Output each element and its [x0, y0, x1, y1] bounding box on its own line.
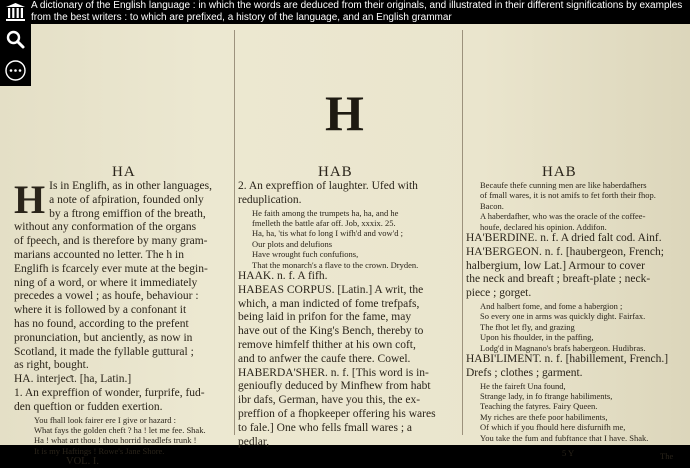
column-2-text-b [238, 270, 460, 449]
text-line: ning of a word, or where it immediately [14, 276, 198, 289]
column-3-quote-c [480, 381, 688, 443]
quote-line: A haberdafher, who was the oracle of the coffee- [480, 211, 646, 222]
quote-line: of fmall wares, it is not amifs to fet forth their fhop. [480, 190, 656, 201]
column-2 [238, 180, 460, 449]
column-3-quote [480, 180, 688, 232]
title-bar [0, 0, 690, 24]
quote-line: Of which if you fhould here disfurnifh me, [480, 422, 626, 433]
quote-line: Have wrought fuch confufions, [252, 249, 359, 260]
text-line: have out of the King's Bench, thereby to [238, 325, 424, 338]
text-line: reduplication. [238, 193, 302, 206]
text-line: to fale.] One who fells fmall wares ; a [238, 421, 413, 434]
text-line: which, a man indicted of fome trefpafs, [238, 297, 420, 310]
quote-line: Our plots and delufions [252, 238, 333, 249]
text-line: genioufly deduced by Minfhew from habt [238, 380, 431, 393]
column-1-text [14, 177, 232, 415]
library-logo-icon[interactable] [6, 3, 25, 21]
text-line: HABEAS CORPUS. [Latin.] A writ, the [238, 283, 424, 296]
side-toolbar [0, 24, 31, 86]
quote-line: fmelleth the battle afar off. Job, xxxix. 25. [252, 218, 396, 228]
text-line: being laid in prifon for the fame, may [238, 311, 412, 324]
quote-line: So every one in arms was quickly dight. Fairfax. [480, 311, 646, 322]
text-line: HA. interjeƈt. [ha, Latin.] [14, 373, 132, 386]
text-line: HA'BERGEON. n. f. [haubergeon, French; [466, 245, 664, 258]
column-2-quote [252, 208, 460, 270]
column-1 [14, 177, 232, 468]
quote-line: The fhot let fly, and grazing [480, 321, 575, 332]
scanned-page[interactable] [0, 24, 690, 468]
catchword: The [660, 451, 674, 461]
text-line: as right, bought. [14, 359, 89, 372]
column-2-text [238, 180, 460, 208]
quote-line: You take the fum and fubftance that I have. Shak. [480, 432, 649, 443]
text-line: where it is followed by a confonant it [14, 304, 187, 317]
quote-line: Bacon. [480, 200, 504, 211]
text-line: Scotland, it made the fyllable guttural ; [14, 345, 194, 358]
volume-footer: VOL. I. [66, 456, 99, 468]
quote-line: He the faireft Una found, [480, 380, 566, 391]
document-title: A dictionary of the English language : in which the words are deduced from their originals, and illustrated in their different significations by examples from the best writers : to which are prefixed, a history of the language, and an English grammar [31, 0, 683, 23]
drop-cap: H [14, 177, 46, 222]
text-line: and to anfwer the caufe there. Cowel. [238, 352, 411, 365]
text-line: marians accounted no letter. The h in [14, 248, 184, 261]
text-line: the neck and breaft ; breaft-plate ; neck- [466, 273, 651, 286]
text-line: remove himfelf thither at his own coft, [238, 339, 416, 352]
quote-line: houfe, declared his opinion. Addifon. [480, 221, 607, 232]
text-line: ibr dafs, German, have you this, the ex- [238, 394, 421, 407]
text-line: preffion of a fhopkeeper offering his wares [238, 408, 436, 420]
column-3-quote-b [480, 301, 688, 353]
text-line: by a ftrong emiffion of the breath, [49, 207, 206, 220]
text-line: without any conformation of the organs [14, 221, 197, 234]
quote-line: And halbert fome, and fome a habergion ; [480, 301, 623, 312]
quote-line: Lodg'd in Magnano's brafs habergeon. Hudibras. [480, 342, 646, 353]
quote-line: He faith among the trumpets ha, ha, and he [252, 207, 399, 218]
column-1-quote [34, 415, 232, 457]
quote-line: Strange lady, in fo ftrange habiliments, [480, 391, 613, 402]
quote-line: My riches are thefe poor habiliments, [480, 411, 608, 422]
text-line: pronunciation, but anciently, as now in [14, 331, 193, 344]
quote-line: Ha ! what art thou ! thou horrid headlefs trunk ! [34, 435, 197, 446]
text-line: Drefs ; clothes ; garment. [466, 366, 583, 379]
column-header: HAB [318, 164, 353, 180]
text-line: pedlar, [238, 435, 270, 448]
quote-line: Upon his fhoulder, in the paffing, [480, 332, 594, 343]
text-line: Englifh is fcarcely ever mute at the begin- [14, 262, 208, 275]
section-letter: H [325, 85, 364, 141]
text-line: HAAK. n. f. A fifh. [238, 270, 328, 283]
quote-line: Teaching the fatyres. Fairy Queen. [480, 401, 598, 412]
text-line: HABERDA'SHER. n. f. [This word is in- [238, 366, 429, 379]
text-line: 1. An expreffion of wonder, furprife, fud- [14, 386, 205, 399]
column-rule [234, 30, 235, 435]
text-line: has no found, according to the prefent [14, 317, 189, 330]
column-3-text [466, 232, 688, 301]
text-line: precedes a vowel ; as houfe, behaviour : [14, 290, 199, 303]
column-rule [462, 30, 463, 435]
text-line: HA'BERDINE. n. f. A dried falt cod. Ainf. [466, 232, 662, 245]
text-line: HABI'LIMENT. n. f. [habillement, French.] [466, 353, 669, 366]
quote-line: That the monarch's a flave to the crown. Dryden. [252, 259, 419, 270]
quote-line: Ha, ha, 'tis what fo long I wifh'd and vow'd ; [252, 228, 403, 239]
text-line: Is in Englifh, as in other languages, [49, 180, 213, 192]
quote-line: It is my Haftings ! Rowe's Jane Shore. [34, 445, 165, 456]
more-options-icon[interactable] [4, 59, 27, 82]
text-line: piece ; gorget. [466, 287, 532, 300]
column-header: HAB [542, 164, 577, 180]
text-line: a note of afpiration, founded only [49, 193, 204, 206]
quote-line: Becaufe thefe cunning men are like haberdafhers [480, 180, 647, 190]
signature-mark: 5 Y [562, 448, 575, 458]
text-line: den queftion or fudden exertion. [14, 400, 163, 413]
search-icon[interactable] [4, 28, 27, 51]
column-3-text-c [466, 353, 688, 381]
text-line: halbergium, low Lat.] Armour to cover [466, 259, 645, 272]
column-header: HA [112, 164, 136, 180]
quote-line: What fays the golden cheft ? ha ! let me fee. Shak. [34, 424, 206, 435]
text-line: 2. An expreffion of laughter. Ufed with [238, 180, 418, 192]
column-3 [466, 180, 688, 461]
quote-line: You fhall look fairer ere I give or hazard : [34, 414, 176, 425]
text-line: of fpeech, and is therefore by many gram- [14, 235, 208, 248]
